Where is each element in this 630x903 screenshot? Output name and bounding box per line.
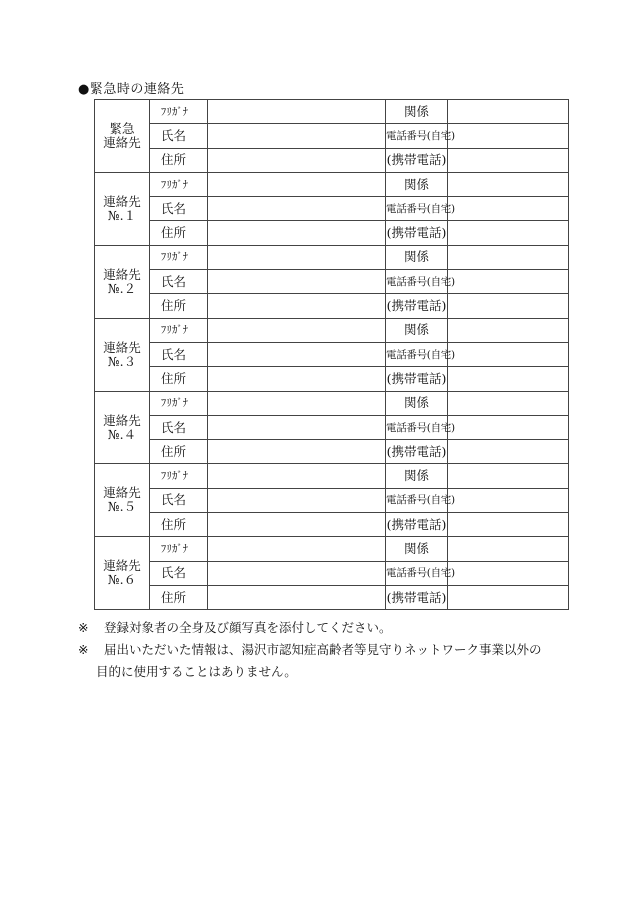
relation-label: 関係 (386, 537, 448, 561)
group-label-line2: №.４ (107, 426, 137, 442)
name-label: 氏名 (150, 124, 208, 148)
address-label: 住所 (150, 148, 208, 172)
relation-field[interactable] (448, 391, 569, 415)
address-row (95, 585, 569, 609)
furigana-row (95, 391, 569, 415)
name-row (95, 415, 569, 439)
contact-group-label (95, 537, 150, 610)
phone-home-label: 電話番号(自宅) (386, 342, 448, 366)
furigana-label: ﾌﾘｶﾞﾅ (150, 100, 208, 124)
relation-label: 関係 (386, 100, 448, 124)
name-field[interactable] (208, 197, 386, 221)
relation-label: 関係 (386, 245, 448, 269)
section-title: ●緊急時の連絡先 (78, 82, 185, 97)
address-field[interactable] (208, 367, 386, 391)
address-label: 住所 (150, 440, 208, 464)
note-mark: ※ (78, 642, 89, 657)
relation-label: 関係 (386, 464, 448, 488)
phone-mobile-label: (携帯電話) (386, 294, 448, 318)
phone-home-field[interactable] (448, 488, 569, 512)
furigana-label: ﾌﾘｶﾞﾅ (150, 391, 208, 415)
contact-group-label (95, 464, 150, 537)
address-field[interactable] (208, 513, 386, 537)
note-text: 登録対象者の全身及び顔写真を添付してください。 (104, 620, 392, 635)
relation-field[interactable] (448, 318, 569, 342)
group-label-line1: 連絡先 (103, 412, 141, 428)
name-label: 氏名 (150, 342, 208, 366)
phone-home-field[interactable] (448, 342, 569, 366)
contact-group (95, 245, 569, 318)
furigana-field[interactable] (208, 172, 386, 196)
name-row (95, 124, 569, 148)
note-mark: ※ (78, 620, 89, 635)
address-label: 住所 (150, 294, 208, 318)
phone-mobile-label: (携帯電話) (386, 148, 448, 172)
phone-mobile-label: (携帯電話) (386, 367, 448, 391)
group-label-line2: №.３ (107, 353, 137, 369)
group-label-line2: 連絡先 (103, 134, 141, 150)
note-item (78, 639, 578, 661)
phone-mobile-field[interactable] (448, 294, 569, 318)
phone-mobile-label: (携帯電話) (386, 513, 448, 537)
furigana-row (95, 100, 569, 124)
phone-mobile-field[interactable] (448, 440, 569, 464)
address-field[interactable] (208, 294, 386, 318)
notes (78, 617, 578, 683)
contact-group-label (95, 245, 150, 318)
furigana-label: ﾌﾘｶﾞﾅ (150, 245, 208, 269)
furigana-label: ﾌﾘｶﾞﾅ (150, 537, 208, 561)
phone-mobile-field[interactable] (448, 513, 569, 537)
address-label: 住所 (150, 585, 208, 609)
address-field[interactable] (208, 148, 386, 172)
relation-label: 関係 (386, 318, 448, 342)
furigana-label: ﾌﾘｶﾞﾅ (150, 172, 208, 196)
group-label-line1: 連絡先 (103, 558, 141, 574)
contact-group-label (95, 391, 150, 464)
name-row (95, 561, 569, 585)
note-item (78, 617, 578, 639)
phone-home-field[interactable] (448, 415, 569, 439)
contact-group (95, 537, 569, 610)
furigana-field[interactable] (208, 464, 386, 488)
contact-group-label (95, 318, 150, 391)
name-field[interactable] (208, 488, 386, 512)
contact-group (95, 464, 569, 537)
address-field[interactable] (208, 585, 386, 609)
phone-home-label: 電話番号(自宅) (386, 197, 448, 221)
name-label: 氏名 (150, 270, 208, 294)
address-label: 住所 (150, 367, 208, 391)
relation-field[interactable] (448, 464, 569, 488)
relation-field[interactable] (448, 537, 569, 561)
furigana-field[interactable] (208, 100, 386, 124)
contact-group (95, 391, 569, 464)
phone-home-label: 電話番号(自宅) (386, 124, 448, 148)
name-row (95, 197, 569, 221)
group-label-line1: 連絡先 (103, 339, 141, 355)
phone-home-field[interactable] (448, 124, 569, 148)
contact-group (95, 318, 569, 391)
phone-home-field[interactable] (448, 197, 569, 221)
address-label: 住所 (150, 513, 208, 537)
emergency-contact-table (94, 99, 569, 610)
name-row (95, 342, 569, 366)
relation-field[interactable] (448, 100, 569, 124)
furigana-field[interactable] (208, 245, 386, 269)
group-label-line1: 連絡先 (103, 193, 141, 209)
phone-home-label: 電話番号(自宅) (386, 270, 448, 294)
furigana-field[interactable] (208, 537, 386, 561)
group-label-line2: №.１ (107, 207, 137, 223)
group-label-line2: №.６ (107, 572, 137, 588)
group-label-line1: 連絡先 (103, 266, 141, 282)
furigana-label: ﾌﾘｶﾞﾅ (150, 464, 208, 488)
furigana-field[interactable] (208, 391, 386, 415)
name-label: 氏名 (150, 197, 208, 221)
address-field[interactable] (208, 221, 386, 245)
name-label: 氏名 (150, 488, 208, 512)
phone-home-field[interactable] (448, 270, 569, 294)
address-row (95, 367, 569, 391)
address-row (95, 148, 569, 172)
furigana-row (95, 537, 569, 561)
name-field[interactable] (208, 124, 386, 148)
phone-mobile-field[interactable] (448, 221, 569, 245)
phone-home-label: 電話番号(自宅) (386, 488, 448, 512)
contact-group-label (95, 172, 150, 245)
contact-group (95, 172, 569, 245)
address-row (95, 440, 569, 464)
group-label-line1: 緊急 (109, 120, 135, 136)
phone-home-field[interactable] (448, 561, 569, 585)
contact-group-label (95, 100, 150, 173)
note-item-continued (78, 661, 578, 683)
group-label-line2: №.５ (107, 499, 137, 515)
phone-mobile-field[interactable] (448, 148, 569, 172)
name-field[interactable] (208, 561, 386, 585)
name-field[interactable] (208, 415, 386, 439)
name-row (95, 488, 569, 512)
name-field[interactable] (208, 270, 386, 294)
furigana-field[interactable] (208, 318, 386, 342)
furigana-row (95, 318, 569, 342)
relation-field[interactable] (448, 172, 569, 196)
phone-mobile-field[interactable] (448, 585, 569, 609)
note-text: 届出いただいた情報は、湯沢市認知症高齢者等見守りネットワーク事業以外の (104, 642, 542, 657)
name-field[interactable] (208, 342, 386, 366)
name-row (95, 270, 569, 294)
group-label-line2: №.２ (107, 280, 137, 296)
name-label: 氏名 (150, 415, 208, 439)
phone-mobile-label: (携帯電話) (386, 585, 448, 609)
contact-group (95, 100, 569, 173)
furigana-label: ﾌﾘｶﾞﾅ (150, 318, 208, 342)
phone-mobile-label: (携帯電話) (386, 440, 448, 464)
address-label: 住所 (150, 221, 208, 245)
furigana-row (95, 172, 569, 196)
relation-label: 関係 (386, 172, 448, 196)
relation-field[interactable] (448, 245, 569, 269)
phone-mobile-label: (携帯電話) (386, 221, 448, 245)
address-row (95, 294, 569, 318)
address-row (95, 513, 569, 537)
phone-home-label: 電話番号(自宅) (386, 561, 448, 585)
address-row (95, 221, 569, 245)
phone-mobile-field[interactable] (448, 367, 569, 391)
group-label-line1: 連絡先 (103, 485, 141, 501)
furigana-row (95, 245, 569, 269)
note-text-continued: 目的に使用することはありません。 (96, 664, 297, 679)
address-field[interactable] (208, 440, 386, 464)
furigana-row (95, 464, 569, 488)
phone-home-label: 電話番号(自宅) (386, 415, 448, 439)
relation-label: 関係 (386, 391, 448, 415)
name-label: 氏名 (150, 561, 208, 585)
